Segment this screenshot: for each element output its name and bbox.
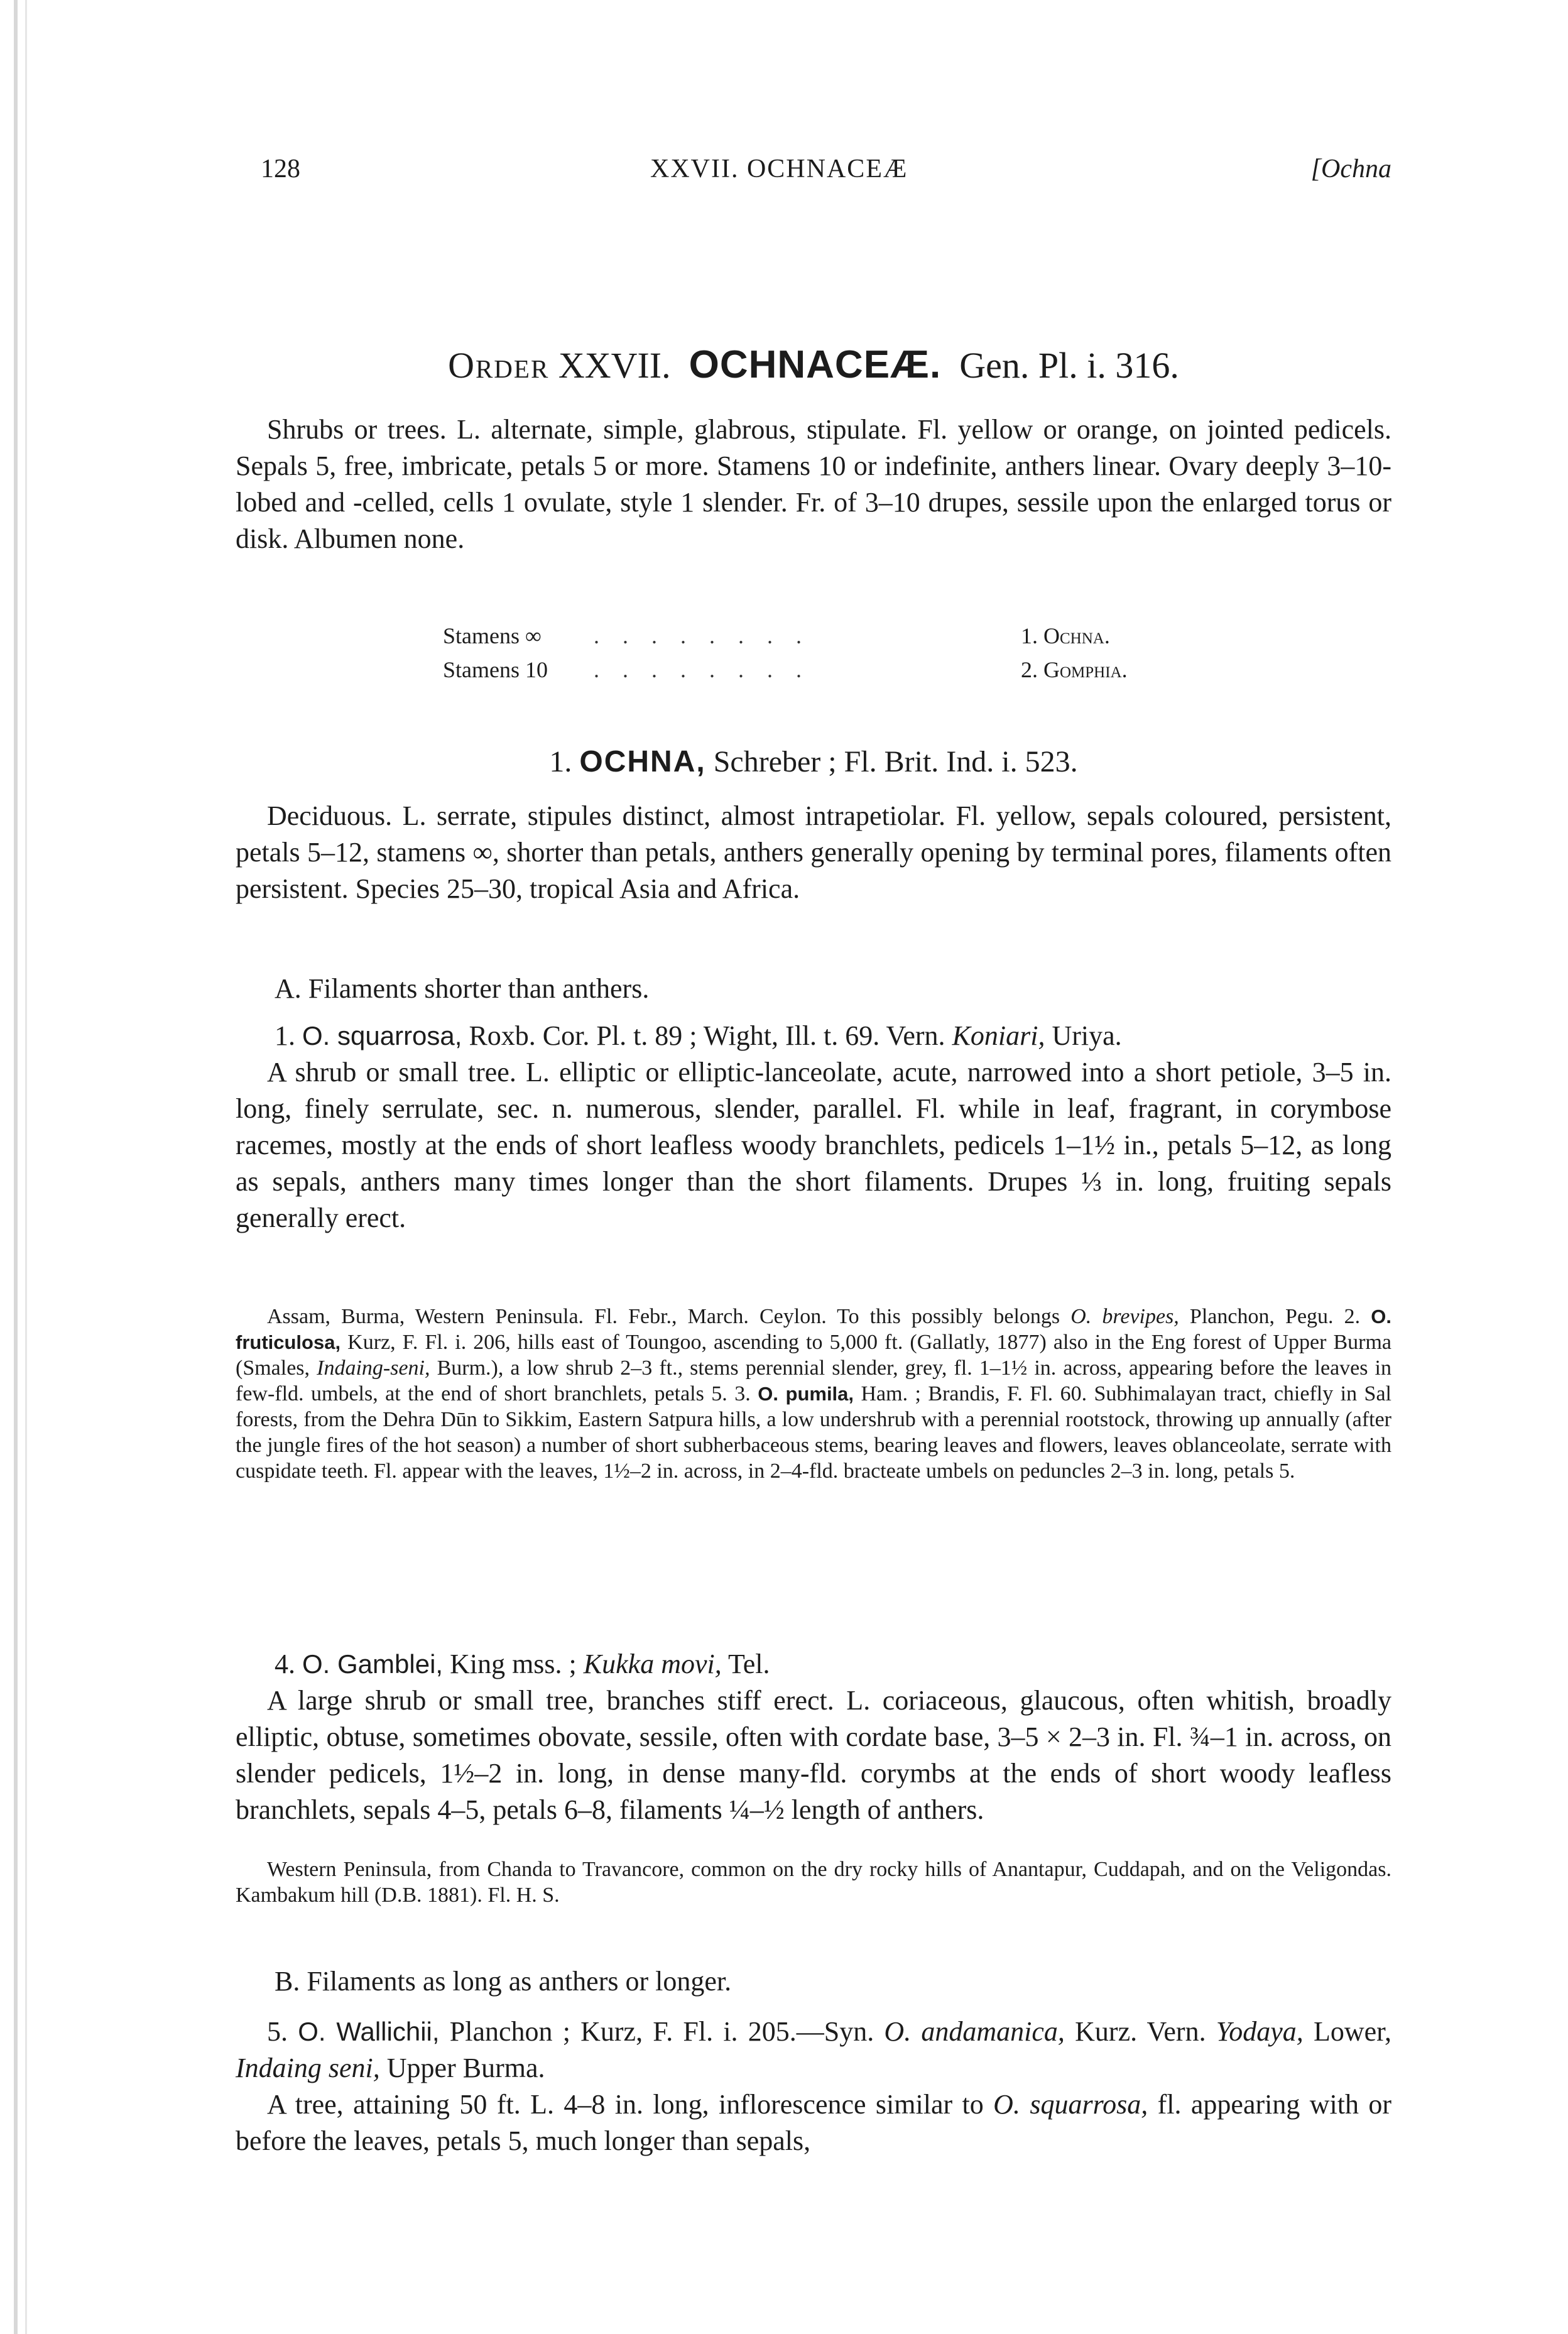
genus-description: Deciduous. L. serrate, stipules distinct, almost intrapetiolar. Fl. yellow, sepals coloured, persistent, petals 5–12, stamens ∞, shorter than petals, anthers generally opening by terminal pores, filaments often persistent. Species 25–30, tropical Asia and Africa. [236,800,1391,904]
key-label: Stamens 10 [443,657,548,682]
description-text: A tree, attaining 50 ft. L. 4–8 in. long, inflorescence similar to [267,2089,984,2120]
vernacular-region: Tel. [727,1649,770,1679]
running-head [236,154,1391,192]
species-text: Kurz. Vern. [1075,2016,1206,2047]
notes-text: Ham. ; Brandis, F. Fl. 60. Subhimalayan tract, chiefly in Sal forests, from the Dehra Dūn to Sikkim, Eastern Satpura hills, a low undershrub with a perennial rootstock, throwing up annually (after the jungle fires of the hot season) a number of short subherbaceous stems, bearing leaves and flowers, leaves oblanceolate, serrate with cuspidate teeth. Fl. appear with the leaves, 1½–2 in. across, in 2–4-fld. bracteate umbels on peduncles 2–3 in. long, petals 5. [236,1382,1392,1483]
species-5-entry [236,2014,1391,2159]
chapter-title: XXVII. OCHNACEÆ [650,155,908,183]
species-4-lead [236,1646,1391,1682]
species-1-notes [236,1304,1391,1484]
key-row [443,619,1260,653]
species-name: O. squarrosa, [302,1021,462,1050]
binding-edge-inner [25,0,27,2334]
species-text: Upper Burma. [386,2053,545,2083]
taxon-name: O. fruticulosa, [236,1306,1392,1353]
species-5-lead [236,2014,1391,2086]
page-number: 128 [261,155,300,183]
vernacular-name: Koniari, [952,1020,1045,1051]
key-leader-dots: . . . . . . . . [594,623,810,648]
key-row [443,653,1260,687]
key-value: 1. Ochna. [1021,623,1110,648]
genus-key [443,619,1260,687]
species-1-entry [236,1018,1391,1236]
vernacular-name: Kukka movi, [583,1649,722,1679]
species-1-lead [236,1018,1391,1054]
species-citation: King mss. ; [450,1649,577,1679]
section-a-heading: A. Filaments shorter than anthers. [275,973,650,1004]
binding-edge [14,0,18,2334]
species-name: O. Wallichii, [298,2017,440,2046]
key-label: Stamens ∞ [443,623,542,648]
species-5-description [236,2086,1391,2159]
key-value: 2. Gomphia. [1021,657,1128,682]
notes-text: Planchon, Pegu. 2. [1189,1305,1361,1328]
synonym-name: O. andamanica, [884,2016,1065,2047]
genus-heading [236,744,1391,779]
species-name: O. Gamblei, [302,1649,444,1679]
taxon-name: O. pumila, [758,1383,854,1405]
genus-number: 1. [549,745,572,778]
section-b-heading: B. Filaments as long as anthers or longer. [275,1966,732,1997]
order-numeral: XXVII. [558,345,671,386]
vernacular-name: Indaing-seni, [317,1356,430,1380]
notes-text: Burm.), a low shrub 2–3 ft., stems perennial slender, grey, fl. 1–1½ in. across, appearing before the leaves in few-fld. umbels, at the end of short branchlets, petals 5. 3. [236,1356,1392,1405]
species-4-entry [236,1646,1391,1828]
vernacular-name: Yodaya, [1216,2016,1304,2047]
taxon-name: O. brevipes, [1070,1305,1179,1328]
species-1-description: A shrub or small tree. L. elliptic or elliptic-lanceolate, acute, narrowed into a short petiole, 3–5 in. long, finely serrulate, sec. n. numerous, slender, parallel. Fl. while in leaf, fragrant, in corymbose racemes, mostly at the ends of short leafless woody branchlets, pedicels 1–1½ in., petals 5–12, as long as sepals, anthers many times longer than the short filaments. Drupes ⅓ in. long, fruiting sepals generally erect. [236,1057,1391,1233]
order-word: Order [448,345,550,386]
vernacular-region: Uriya. [1052,1020,1122,1051]
vernacular-name: Indaing seni, [236,2053,380,2083]
species-number: 5. [267,2016,288,2047]
species-text: Lower, [1313,2016,1392,2047]
order-description: Shrubs or trees. L. alternate, simple, glabrous, stipulate. Fl. yellow or orange, on jointed pedicels. Sepals 5, free, imbricate, petals 5 or more. Stamens 10 or indefinite, anthers linear. Ovary deeply 3–10-lobed and -celled, cells 1 ovulate, style 1 slender. Fr. of 3–10 drupes, sessile upon the enlarged torus or disk. Albumen none. [236,414,1391,554]
species-citation: Planchon ; Kurz, F. Fl. i. 205.—Syn. [449,2016,874,2047]
species-4-notes: Western Peninsula, from Chanda to Travancore, common on the dry rocky hills of Anantapur, Cuddapah, and on the Veligondas. Kambakum hill (D.B. 1881). Fl. H. S. [236,1858,1391,1907]
species-number: 4. [275,1649,295,1679]
species-number: 1. [275,1020,295,1051]
order-reference: Gen. Pl. i. 316. [959,345,1179,386]
species-citation: Roxb. Cor. Pl. t. 89 ; Wight, Ill. t. 69. Vern. [469,1020,945,1051]
family-name: OCHNACEÆ. [689,343,942,386]
order-heading [236,342,1391,387]
notes-text: Kurz, F. Fl. i. 206, hills east of Toungoo, ascending to 5,000 ft. (Gallatly, 1877) also in the Eng forest of Upper Burma (Smales, [236,1331,1391,1380]
notes-text: Assam, Burma, Western Peninsula. Fl. Febr., March. Ceylon. To this possibly belongs [267,1305,1060,1328]
species-4-description: A large shrub or small tree, branches stiff erect. L. coriaceous, glaucous, often whitish, broadly elliptic, obtuse, sometimes obovate, sessile, often with cordate base, 3–5 × 2–3 in. Fl. ¾–1 in. across, on slender pedicels, 1½–2 in. long, in dense many-fld. corymbs at the ends of short woody leafless branchlets, sepals 4–5, petals 6–8, filaments ¼–½ length of anthers. [236,1685,1391,1825]
description-text: fl. appearing with or before the leaves, petals 5, much longer than sepals, [236,2089,1392,2156]
key-leader-dots: . . . . . . . . [594,657,810,682]
genus-marker: [Ochna [1310,155,1391,183]
genus-authority: Schreber ; Fl. Brit. Ind. i. 523. [713,745,1078,778]
genus-name: OCHNA, [579,745,706,778]
taxon-reference: O. squarrosa, [993,2089,1148,2120]
